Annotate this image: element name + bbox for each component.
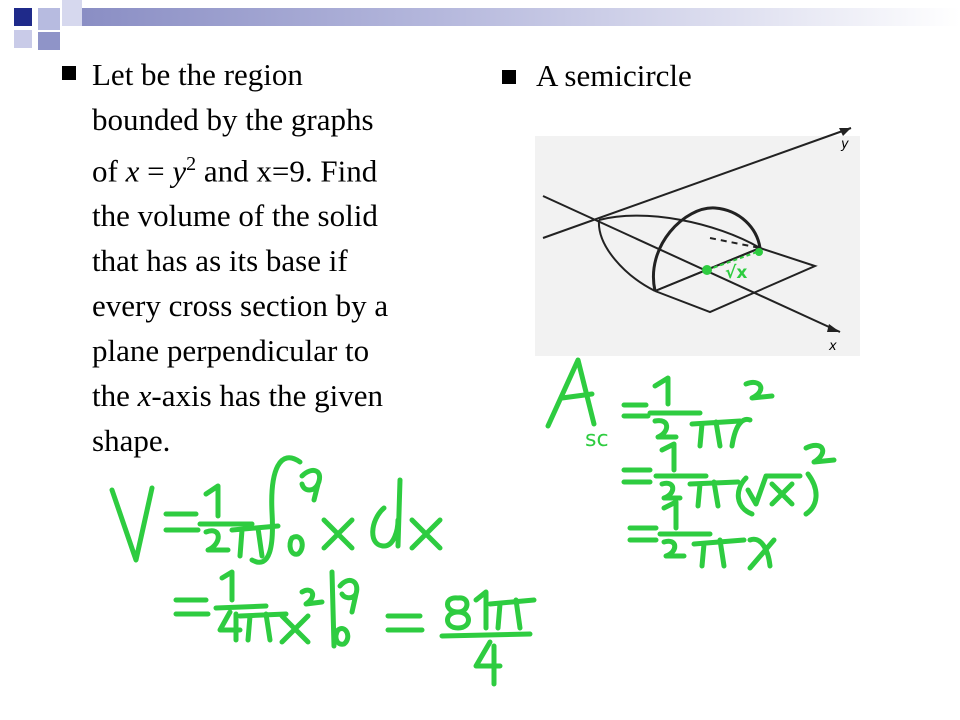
var-x: x [137,378,152,414]
x-axis-label: x [829,339,837,354]
text-line: shape. [92,423,171,459]
var-y: y [172,153,187,189]
text-fragment: -axis has the given [151,378,383,414]
text-fragment: = [139,153,173,189]
text-fragment: of [92,153,126,189]
text-line: that has as its base if [92,243,348,279]
text-fragment: the [92,378,138,414]
volume-formula [112,458,440,562]
text-line: the volume of the solid [92,198,378,234]
area-subscript: sc [585,427,609,452]
text-fragment: and x=9. Find [196,153,378,189]
volume-step-2 [176,572,534,684]
sqrt-x-label: √x [725,263,748,283]
shape-label: A semicircle [536,58,692,93]
y-axis-label: y [841,137,849,152]
var-x: x [125,153,140,189]
text-line: plane perpendicular to [92,333,370,369]
area-step-2 [624,444,834,514]
text-line: every cross section by a [92,288,389,324]
text-line: bounded by the graphs [92,102,374,137]
text-line: Let be the region [92,57,303,92]
area-formula [548,360,772,452]
exponent: 2 [186,153,197,175]
